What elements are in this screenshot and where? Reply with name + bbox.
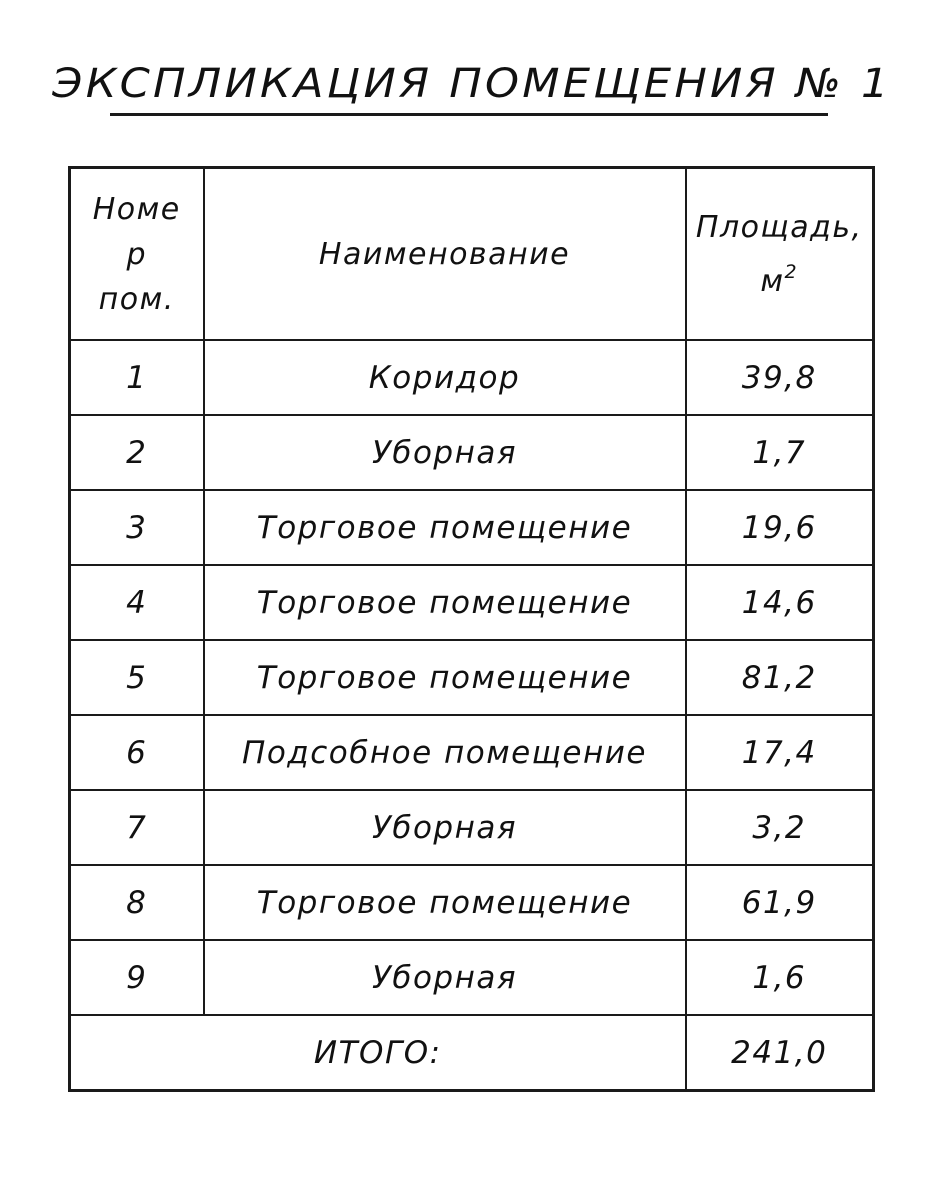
header-room-number (70, 168, 204, 341)
room-name: Торговое помещение (204, 565, 686, 640)
room-name: Торговое помещение (204, 640, 686, 715)
table-row (70, 940, 874, 1015)
total-label: ИТОГО: (70, 1015, 686, 1091)
room-name: Подсобное помещение (204, 715, 686, 790)
header-area-line1: Площадь, (695, 209, 863, 245)
room-area: 17,4 (686, 715, 874, 790)
total-value: 241,0 (686, 1015, 874, 1091)
header-room-number-line2: р (126, 236, 148, 272)
table-row (70, 715, 874, 790)
room-area: 1,6 (686, 940, 874, 1015)
room-number: 6 (70, 715, 204, 790)
table-row (70, 790, 874, 865)
table-row (70, 640, 874, 715)
table-row (70, 490, 874, 565)
room-name: Уборная (204, 790, 686, 865)
room-area: 1,7 (686, 415, 874, 490)
room-area: 19,6 (686, 490, 874, 565)
header-room-number-line1: Номе (92, 191, 181, 227)
room-number: 1 (70, 340, 204, 415)
total-row (70, 1015, 874, 1091)
header-area-unit: м (760, 263, 785, 299)
explication-table (68, 166, 875, 1092)
room-area: 81,2 (686, 640, 874, 715)
table-row (70, 415, 874, 490)
room-number: 8 (70, 865, 204, 940)
header-area (686, 168, 874, 341)
room-number: 9 (70, 940, 204, 1015)
room-number: 2 (70, 415, 204, 490)
room-number: 3 (70, 490, 204, 565)
room-name: Торговое помещение (204, 490, 686, 565)
room-area: 3,2 (686, 790, 874, 865)
room-area: 61,9 (686, 865, 874, 940)
room-area: 39,8 (686, 340, 874, 415)
header-name: Наименование (204, 168, 686, 341)
header-area-unit-sup: 2 (784, 260, 799, 283)
room-name: Торговое помещение (204, 865, 686, 940)
room-number: 5 (70, 640, 204, 715)
table-row (70, 565, 874, 640)
room-number: 7 (70, 790, 204, 865)
room-name: Уборная (204, 415, 686, 490)
title-underline (110, 113, 828, 116)
table-row (70, 865, 874, 940)
room-area: 14,6 (686, 565, 874, 640)
table-row (70, 340, 874, 415)
document-title: ЭКСПЛИКАЦИЯ ПОМЕЩЕНИЯ № 1 (52, 61, 892, 107)
room-name: Коридор (204, 340, 686, 415)
table-header-row (70, 168, 874, 341)
room-number: 4 (70, 565, 204, 640)
header-room-number-line3: пом. (98, 281, 175, 317)
room-name: Уборная (204, 940, 686, 1015)
